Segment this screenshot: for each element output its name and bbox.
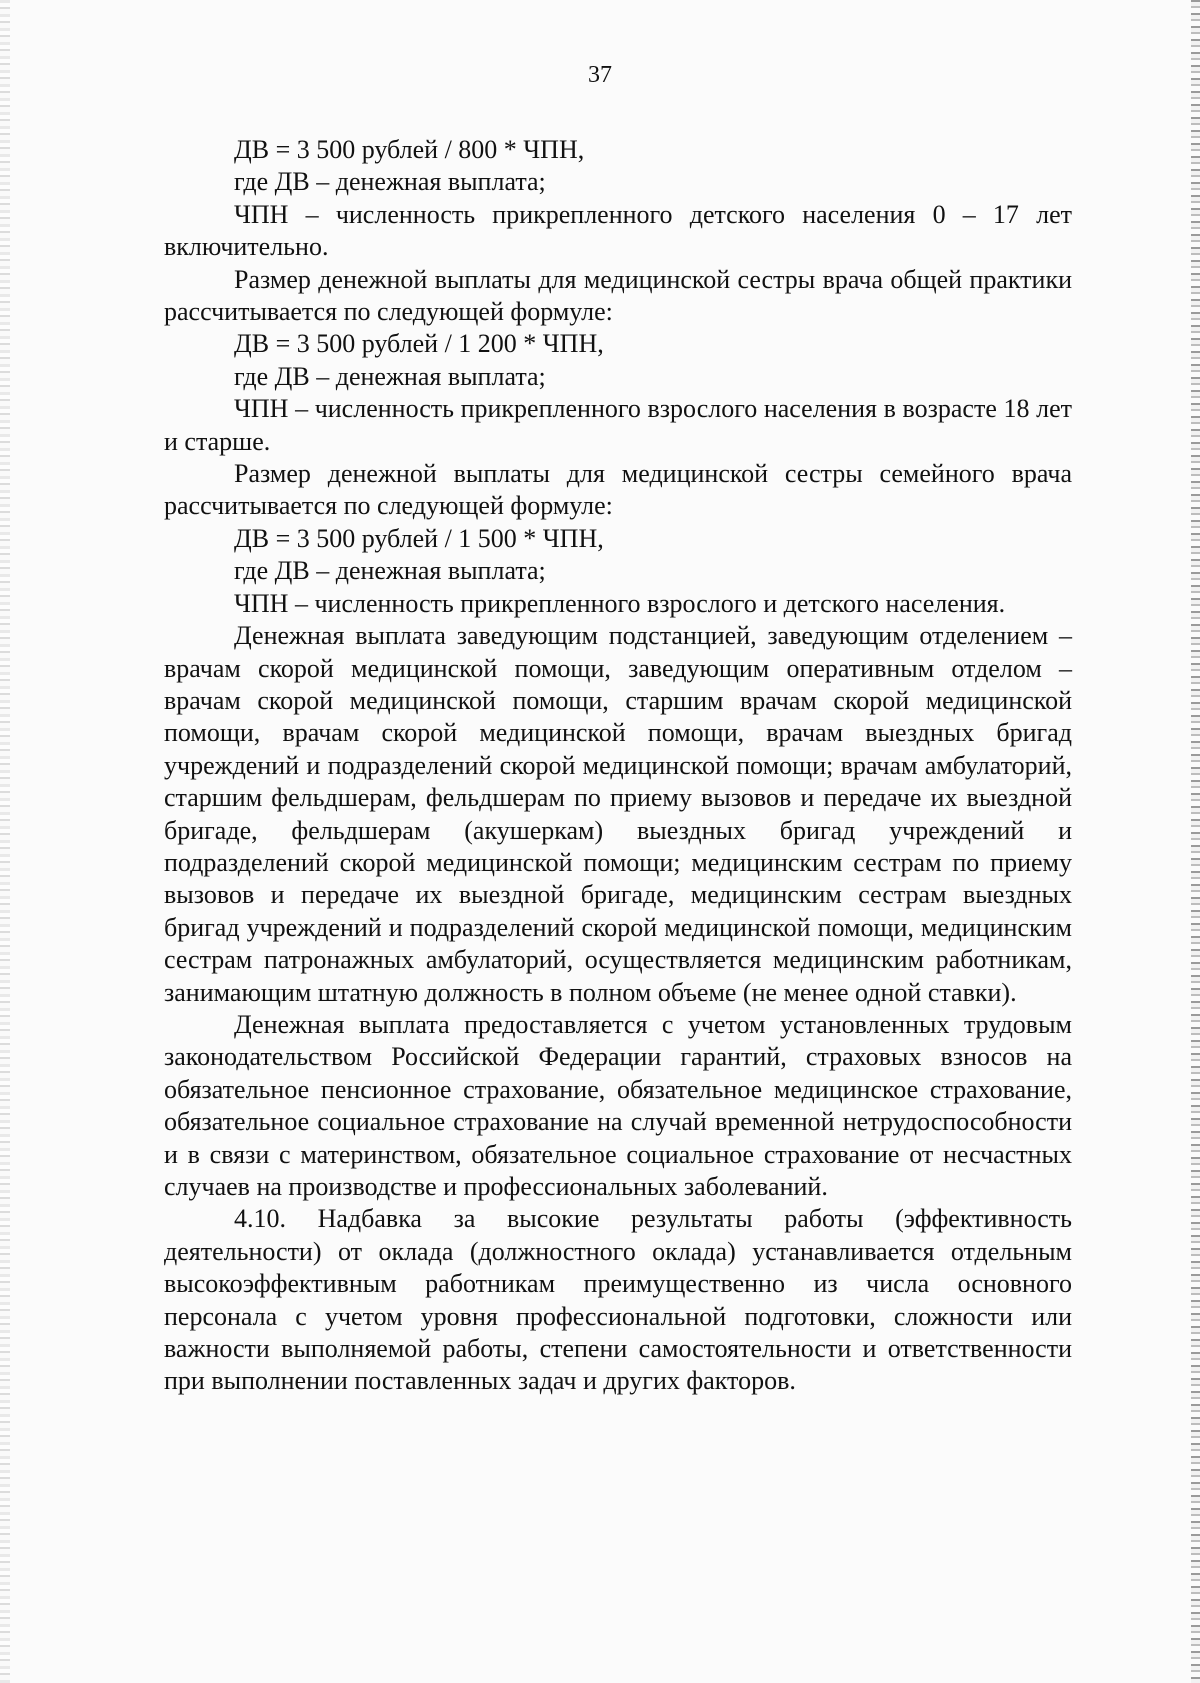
body-text	[164, 134, 1072, 1398]
paragraph: Размер денежной выплаты для медицинской сестры семейного врача рассчитывается по следующей формуле:	[164, 459, 1072, 521]
paragraph: Денежная выплата предоставляется с учетом установленных трудовым законодательством Российской Федерации гарантий, страховых взносов на обязательное пенсионное страхование, обязательное медицинское страхование, обязательное социальное страхование на случай временной нетрудоспособности и в связи с материнством, обязательное социальное страхование от несчастных случаев на производстве и профессиональных заболеваний.	[164, 1009, 1072, 1201]
formula-line: ДВ = 3 500 рублей / 1 200 * ЧПН,	[234, 329, 604, 359]
definition-line: где ДВ – денежная выплата;	[234, 556, 546, 586]
definition-line: где ДВ – денежная выплата;	[234, 167, 546, 197]
definition-line: где ДВ – денежная выплата;	[234, 361, 546, 391]
formula-line: ДВ = 3 500 рублей / 1 500 * ЧПН,	[234, 523, 604, 553]
scan-edge-right	[1191, 0, 1200, 1683]
definition-line: ЧПН – численность прикрепленного взрослого и детского населения.	[234, 588, 1006, 618]
section-paragraph-4-10: 4.10. Надбавка за высокие результаты работы (эффективность деятельности) от оклада (должностного оклада) устанавливается отдельным высокоэффективным работникам преимущественно из числа основного персонала с учетом уровня профессиональной подготовки, сложности или важности выполняемой работы, степени самостоятельности и ответственности при выполнении поставленных задач и других факторов.	[164, 1204, 1072, 1396]
formula-line: ДВ = 3 500 рублей / 800 * ЧПН,	[234, 135, 585, 164]
definition-line: ЧПН – численность прикрепленного взрослого населения в возрасте 18 лет и старше.	[164, 394, 1072, 456]
scan-edge-left	[0, 0, 10, 1683]
paragraph: Размер денежной выплаты для медицинской сестры врача общей практики рассчитывается по следующей формуле:	[164, 264, 1072, 327]
definition-line: ЧПН – численность прикрепленного детского населения 0 – 17 лет включительно.	[164, 199, 1072, 262]
page-number: 37	[588, 62, 612, 88]
paragraph: Денежная выплата заведующим подстанцией, заведующим отделением – врачам скорой медицинской помощи, заведующим оперативным отделом – врачам скорой медицинской помощи, старшим врачам скорой медицинской помощи, врачам скорой медицинской помощи, врачам выездных бригад учреждений и подразделений скорой медицинской помощи; врачам амбулаторий, старшим фельдшерам, фельдшерам по приему вызовов и передаче их выездной бригаде, фельдшерам (акушеркам) выездных бригад учреждений и подразделений скорой медицинской помощи; медицинским сестрам по приему вызовов и передаче их выездной бригаде, медицинским сестрам выездных бригад учреждений и подразделений скорой медицинской помощи, медицинским сестрам патронажных амбулаторий, осуществляется медицинским работникам, занимающим штатную должность в полном объеме (не менее одной ставки).	[164, 621, 1072, 1007]
